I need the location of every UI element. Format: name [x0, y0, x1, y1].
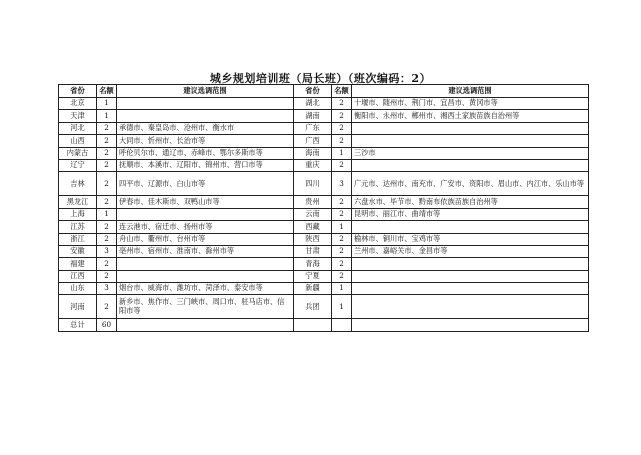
quota-cell: 2	[97, 122, 117, 134]
range-cell	[352, 283, 589, 295]
range-cell: 兰州市、嘉峪关市、金昌市等	[352, 245, 589, 257]
range-cell	[117, 319, 294, 331]
range-cell: 十堰市、随州市、荆门市、宜昌市、黄冈市等	[352, 98, 589, 110]
province-cell: 宁夏	[294, 270, 332, 282]
range-cell: 呼伦贝尔市、通辽市、赤峰市、鄂尔多斯市等	[117, 147, 294, 159]
table-row	[59, 233, 589, 245]
header-quota: 名额	[97, 85, 117, 98]
table-row	[59, 245, 589, 257]
quota-cell: 2	[97, 172, 117, 196]
quota-cell: 2	[332, 159, 352, 171]
range-cell	[352, 221, 589, 233]
quota-cell: 1	[332, 221, 352, 233]
table-row	[59, 283, 589, 295]
province-cell: 河南	[59, 295, 97, 319]
province-cell: 河北	[59, 122, 97, 134]
province-cell: 山东	[59, 283, 97, 295]
quota-cell: 2	[332, 196, 352, 208]
province-cell: 江苏	[59, 221, 97, 233]
range-cell: 广元市、达州市、南充市、广安市、资阳市、眉山市、内江市、乐山市等	[352, 172, 589, 196]
quota-cell: 1	[332, 147, 352, 159]
quota-cell: 2	[97, 135, 117, 147]
province-cell: 广西	[294, 135, 332, 147]
province-cell: 北京	[59, 98, 97, 110]
quota-cell: 1	[97, 98, 117, 110]
province-cell: 内蒙古	[59, 147, 97, 159]
range-cell	[117, 258, 294, 270]
province-cell: 贵州	[294, 196, 332, 208]
table-row	[59, 110, 589, 122]
province-cell: 陕西	[294, 233, 332, 245]
range-cell: 六盘水市、毕节市、黔南布依族苗族自治州等	[352, 196, 589, 208]
table-row	[59, 135, 589, 147]
table-row	[59, 208, 589, 220]
province-cell: 广东	[294, 122, 332, 134]
range-cell	[117, 110, 294, 122]
province-cell: 甘肃	[294, 245, 332, 257]
range-cell: 三沙市	[352, 147, 589, 159]
province-cell: 新疆	[294, 283, 332, 295]
quota-cell: 2	[332, 208, 352, 220]
province-cell: 吉林	[59, 172, 97, 196]
header-quota: 名额	[332, 85, 352, 98]
quota-cell: 3	[332, 172, 352, 196]
range-cell: 昆明市、丽江市、曲靖市等	[352, 208, 589, 220]
header-province: 省份	[294, 85, 332, 98]
header-range: 建议选调范围	[352, 85, 589, 98]
training-quota-table	[58, 84, 588, 332]
province-cell	[294, 319, 332, 331]
province-cell: 江西	[59, 270, 97, 282]
table-row	[59, 319, 589, 331]
table-row	[59, 147, 589, 159]
range-cell	[352, 319, 589, 331]
range-cell	[352, 258, 589, 270]
province-cell: 辽宁	[59, 159, 97, 171]
province-cell: 西藏	[294, 221, 332, 233]
quota-cell	[332, 319, 352, 331]
province-cell: 总计	[59, 319, 97, 331]
range-cell: 衡阳市、永州市、郴州市、湘西土家族苗族自治州等	[352, 110, 589, 122]
province-cell: 四川	[294, 172, 332, 196]
range-cell	[352, 135, 589, 147]
range-cell: 抚顺市、本溪市、辽阳市、锦州市、营口市等	[117, 159, 294, 171]
table-row	[59, 258, 589, 270]
table-row	[59, 159, 589, 171]
quota-cell: 2	[332, 258, 352, 270]
table-row	[59, 196, 589, 208]
range-cell: 大同市、忻州市、长治市等	[117, 135, 294, 147]
range-cell: 四平市、辽源市、白山市等	[117, 172, 294, 196]
province-cell: 山西	[59, 135, 97, 147]
page-title: 城乡规划培训班（局长班）（班次编码：2）	[209, 72, 432, 85]
quota-cell: 2	[332, 135, 352, 147]
province-cell: 天津	[59, 110, 97, 122]
province-cell: 安徽	[59, 245, 97, 257]
range-cell	[352, 122, 589, 134]
table-row	[59, 98, 589, 110]
quota-cell: 3	[97, 283, 117, 295]
range-cell: 榆林市、铜川市、宝鸡市等	[352, 233, 589, 245]
quota-cell: 1	[332, 295, 352, 319]
range-cell: 亳州市、宿州市、淮南市、滁州市等	[117, 245, 294, 257]
table-row	[59, 295, 589, 319]
quota-cell: 2	[332, 98, 352, 110]
province-cell: 黑龙江	[59, 196, 97, 208]
quota-cell: 1	[332, 283, 352, 295]
province-cell: 重庆	[294, 159, 332, 171]
province-cell: 上海	[59, 208, 97, 220]
province-cell: 青海	[294, 258, 332, 270]
table-row	[59, 122, 589, 134]
range-cell: 新乡市、焦作市、三门峡市、周口市、驻马店市、信阳市等	[117, 295, 294, 319]
quota-cell: 2	[332, 110, 352, 122]
quota-cell: 3	[97, 245, 117, 257]
quota-cell: 1	[97, 208, 117, 220]
range-cell	[117, 98, 294, 110]
quota-cell: 2	[332, 245, 352, 257]
table-row	[59, 221, 589, 233]
province-cell: 兵团	[294, 295, 332, 319]
range-cell	[352, 295, 589, 319]
range-cell: 烟台市、威海市、潍坊市、菏泽市、泰安市等	[117, 283, 294, 295]
range-cell: 连云港市、宿迁市、扬州市等	[117, 221, 294, 233]
header-province: 省份	[59, 85, 97, 98]
quota-cell: 2	[332, 122, 352, 134]
province-cell: 海南	[294, 147, 332, 159]
table-header-row	[59, 85, 589, 98]
quota-cell: 2	[97, 270, 117, 282]
quota-cell: 2	[332, 270, 352, 282]
province-cell: 云南	[294, 208, 332, 220]
range-cell: 舟山市、衢州市、台州市等	[117, 233, 294, 245]
range-cell	[117, 208, 294, 220]
quota-cell: 2	[97, 159, 117, 171]
quota-cell: 2	[97, 221, 117, 233]
quota-cell: 2	[97, 258, 117, 270]
province-cell: 福建	[59, 258, 97, 270]
range-cell	[352, 270, 589, 282]
quota-cell: 2	[97, 196, 117, 208]
quota-cell: 2	[97, 147, 117, 159]
range-cell	[117, 270, 294, 282]
province-cell: 湖北	[294, 98, 332, 110]
range-cell: 伊春市、佳木斯市、双鸭山市等	[117, 196, 294, 208]
header-range: 建议选调范围	[117, 85, 294, 98]
province-cell: 湖南	[294, 110, 332, 122]
quota-cell: 2	[332, 233, 352, 245]
quota-cell: 60	[97, 319, 117, 331]
range-cell	[352, 159, 589, 171]
province-cell: 浙江	[59, 233, 97, 245]
quota-cell: 2	[97, 295, 117, 319]
range-cell: 承德市、秦皇岛市、沧州市、衡水市	[117, 122, 294, 134]
table-row	[59, 172, 589, 196]
quota-cell: 2	[97, 233, 117, 245]
table-row	[59, 270, 589, 282]
quota-cell: 1	[97, 110, 117, 122]
